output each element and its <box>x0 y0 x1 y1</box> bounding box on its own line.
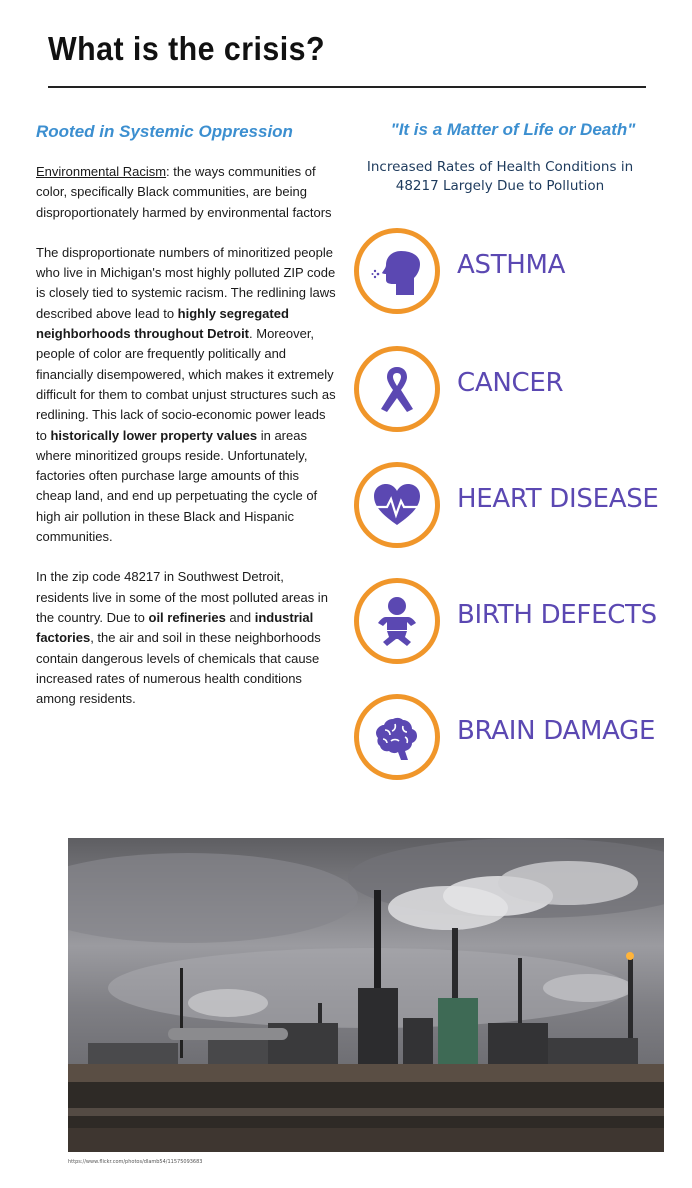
icon-ring <box>354 462 440 548</box>
condition-label: HEART DISEASE <box>457 484 659 514</box>
icon-ring <box>354 694 440 780</box>
right-heading: "It is a Matter of Life or Death" <box>390 120 636 139</box>
icon-ring <box>354 346 440 432</box>
definition-paragraph <box>36 162 336 223</box>
photo-caption: https://www.flickr.com/photos/dlamb54/11575093683 <box>68 1159 203 1165</box>
refinery-photo <box>68 838 664 1152</box>
heart-pulse-icon <box>371 479 423 531</box>
redlining-paragraph <box>36 243 336 547</box>
definition-text: : the ways communities of color, specifically Black communities, are being disproportionately harmed by environmental factors <box>36 164 332 220</box>
text: and <box>225 609 255 625</box>
bold-text: highly segregated neighborhoods throughout Detroit <box>36 305 289 342</box>
condition-label: ASTHMA <box>457 250 566 280</box>
text: , the air and soil in these neighborhoods contain dangerous levels of chemicals that cause increased rates of numerous health conditions among residents. <box>36 630 321 707</box>
text: In the zip code 48217 in Southwest Detroit, residents live in some of the most polluted areas in the country. Due to <box>36 569 328 625</box>
left-heading: Rooted in Systemic Oppression <box>36 122 293 141</box>
bold-text: historically lower property values <box>50 427 258 443</box>
condition-heart-disease <box>354 462 684 552</box>
page-title: What is the crisis? <box>48 30 325 67</box>
condition-brain-damage <box>354 694 684 784</box>
condition-cancer <box>354 346 684 436</box>
brain-icon <box>371 711 423 763</box>
icon-ring <box>354 578 440 664</box>
zipcode-paragraph <box>36 567 336 709</box>
condition-asthma <box>354 228 684 318</box>
person-breathing-icon <box>371 245 423 297</box>
condition-label: BIRTH DEFECTS <box>457 600 657 630</box>
bold-text: industrial factories <box>36 609 314 646</box>
condition-label: CANCER <box>457 368 564 398</box>
text: . Moreover, people of color are frequently politically and financially disempowered, which makes it extremely difficult for them to combat unjust structures such as redlining. This lack of socio-economic power leads to <box>36 326 336 443</box>
baby-icon <box>371 595 423 647</box>
refinery-illustration <box>68 838 664 1152</box>
ribbon-icon <box>371 363 423 415</box>
condition-birth-defects <box>354 578 684 668</box>
left-column <box>36 122 336 729</box>
bold-text: oil refineries <box>148 609 226 625</box>
condition-label: BRAIN DAMAGE <box>457 716 656 746</box>
text: in areas where minoritized groups reside. Unfortunately, factories often purchase large amounts of this cheap land, and end up perpetuating the cycle of high air pollution in these Black and Hispanic communities. <box>36 427 318 545</box>
title-divider <box>48 86 646 88</box>
right-subheading: Increased Rates of Health Conditions in 48217 Largely Due to Pollution <box>366 159 634 194</box>
icon-ring <box>354 228 440 314</box>
text: The disproportionate numbers of minoritized people who live in Michigan's most highly polluted ZIP code is closely tied to systemic racism. The redlining laws described above lead to <box>36 244 336 321</box>
term-environmental-racism: Environmental Racism <box>36 164 167 179</box>
